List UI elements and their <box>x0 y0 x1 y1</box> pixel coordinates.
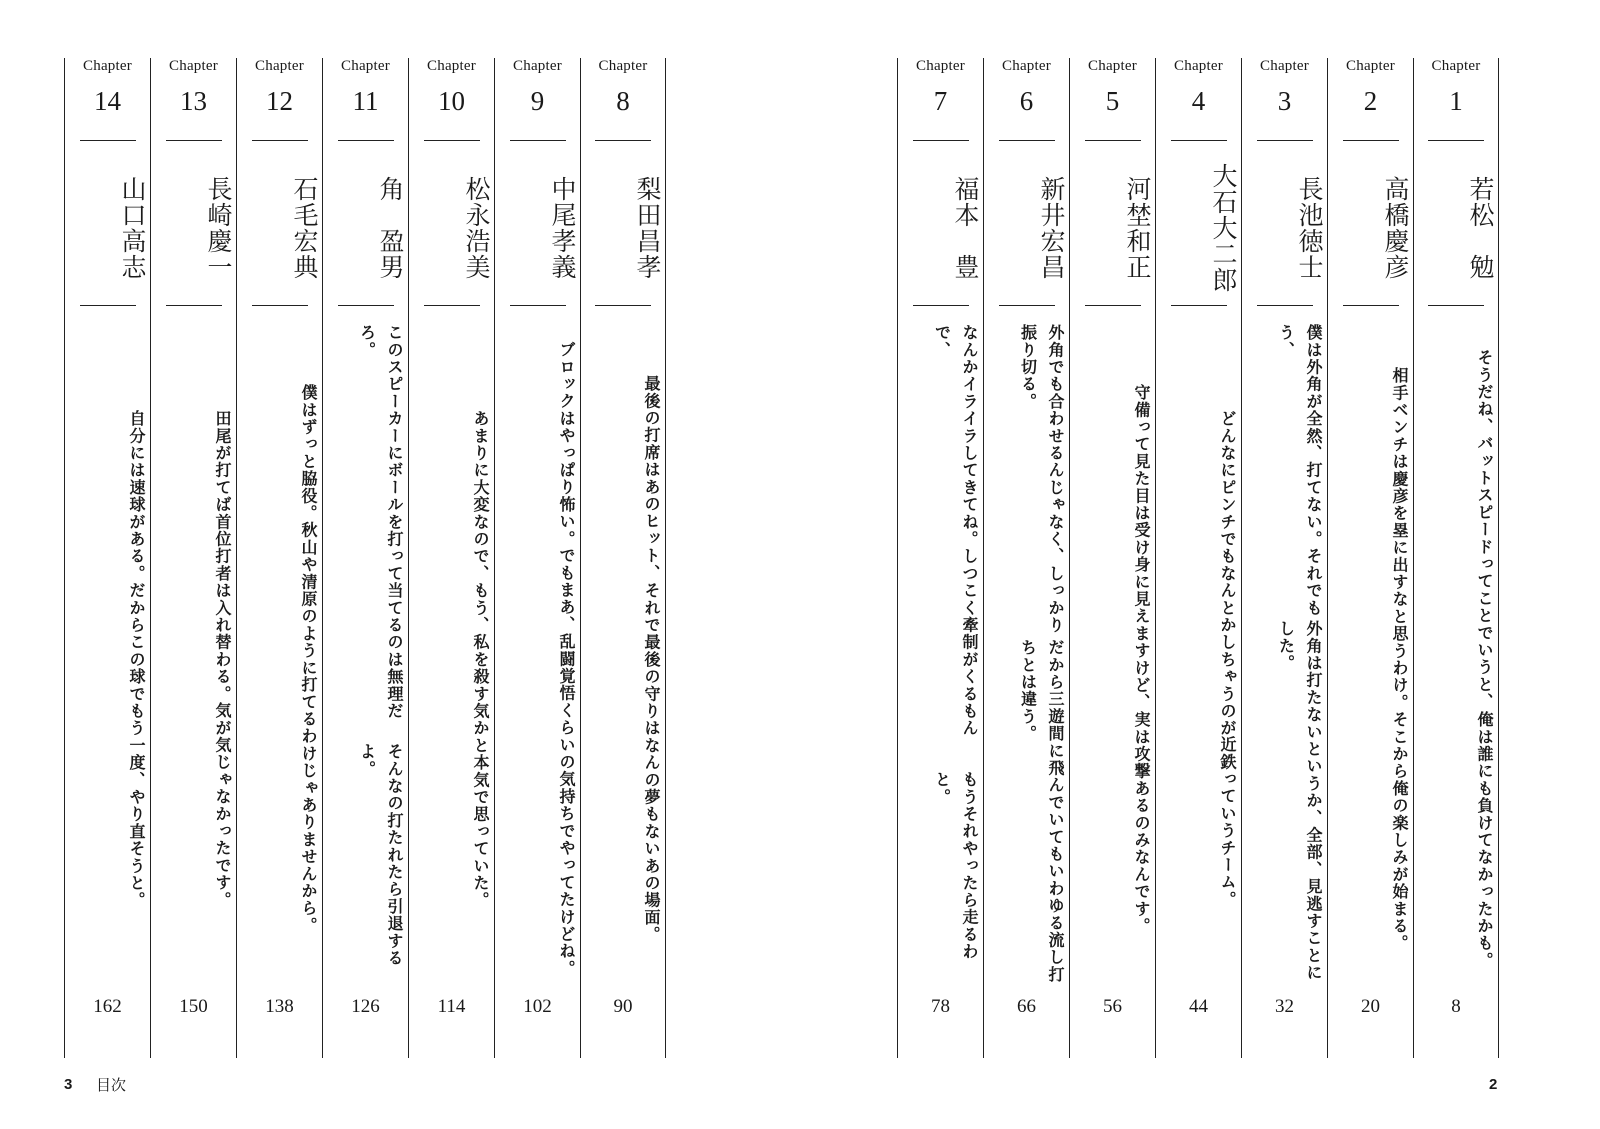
chapter-number: 1 <box>1449 86 1463 116</box>
quote-line: 近鉄っていうチーム。 <box>1218 736 1237 909</box>
divider <box>338 140 394 141</box>
page-reference: 66 <box>1017 996 1036 1017</box>
chapter-label: Chapter <box>427 58 476 74</box>
chapter-number: 14 <box>94 86 121 116</box>
chapter-quote <box>1414 324 1498 994</box>
chapter-number: 2 <box>1363 86 1378 116</box>
page-reference: 138 <box>265 996 294 1017</box>
divider <box>1257 140 1313 141</box>
divider <box>999 140 1055 141</box>
divider <box>166 140 222 141</box>
chapter-label: Chapter <box>1002 58 1051 74</box>
quote-line: 相手ベンチは慶彦を塁に出すなと思うわけ。 <box>1390 366 1409 711</box>
chapter-quote <box>495 324 580 994</box>
chapter-label: Chapter <box>1260 58 1309 74</box>
page-reference: 20 <box>1361 996 1380 1017</box>
chapter-number: 9 <box>530 86 545 116</box>
page-reference: 32 <box>1275 996 1294 1017</box>
toc-entry-chapter-14[interactable] <box>64 58 150 1058</box>
quote-line: 最後の打席はあのヒット、 <box>642 375 661 582</box>
quote-line: 僕はずっと脇役。秋山や清原のように <box>299 383 318 677</box>
player-name: 角 盈男 <box>376 176 405 280</box>
divider <box>1085 140 1141 141</box>
toc-entry-chapter-9[interactable] <box>494 58 580 1058</box>
toc-entry-chapter-11[interactable] <box>322 58 408 1058</box>
chapter-quote <box>1328 324 1413 994</box>
page-reference: 8 <box>1451 996 1461 1017</box>
toc-entry-chapter-4[interactable] <box>1155 58 1241 1058</box>
chapter-number: 5 <box>1105 86 1120 116</box>
page-reference: 44 <box>1189 996 1208 1017</box>
left-toc-columns <box>64 58 666 1058</box>
chapter-number: 4 <box>1191 86 1206 116</box>
chapter-number: 12 <box>266 86 293 116</box>
toc-entry-chapter-12[interactable] <box>236 58 322 1058</box>
divider <box>510 140 566 141</box>
chapter-label: Chapter <box>916 58 965 74</box>
chapter-quote <box>151 324 236 994</box>
chapter-label: Chapter <box>1346 58 1395 74</box>
chapter-number: 11 <box>352 86 379 116</box>
divider <box>166 305 222 306</box>
chapter-label: Chapter <box>598 58 648 74</box>
chapter-label: Chapter <box>83 58 132 74</box>
chapter-number: 8 <box>616 86 630 116</box>
quote-line: 外角でも合わせるんじゃなく、しっかり振り切る。 <box>1018 324 1065 634</box>
quote-line: どんなにピンチでもなんとかしちゃうのが <box>1218 409 1237 737</box>
toc-entry-chapter-6[interactable] <box>983 58 1069 1058</box>
player-name: 松永浩美 <box>462 176 491 280</box>
divider <box>252 140 308 141</box>
quote-line: そこから俺の楽しみが始まる。 <box>1390 710 1409 952</box>
quote-line: そんなの打たれたら引退するよ。 <box>357 742 404 967</box>
divider <box>913 140 969 141</box>
player-name: 新井宏昌 <box>1037 176 1066 280</box>
chapter-quote <box>409 324 494 994</box>
right-page <box>800 0 1600 1129</box>
chapter-quote <box>1242 324 1327 994</box>
player-name: 長崎慶一 <box>204 176 233 280</box>
page-reference: 102 <box>523 996 552 1017</box>
chapter-label: Chapter <box>341 58 390 74</box>
toc-entry-chapter-2[interactable] <box>1327 58 1413 1058</box>
divider <box>1171 305 1227 306</box>
chapter-label: Chapter <box>1174 58 1223 74</box>
chapter-quote <box>237 324 322 994</box>
quote-line: だから三遊間に飛んでいてもいわゆる流し打ちとは違う。 <box>1018 638 1065 983</box>
quote-line: 田尾が打てば首位打者は入れ替わる。 <box>213 409 232 702</box>
page-reference: 114 <box>437 996 466 1017</box>
page-reference: 90 <box>613 996 633 1017</box>
player-name: 梨田昌孝 <box>633 176 662 280</box>
chapter-number: 6 <box>1019 86 1034 116</box>
quote-line: 気が気じゃなかったです。 <box>213 702 232 909</box>
right-toc-columns <box>897 58 1499 1058</box>
divider <box>424 305 480 306</box>
chapter-number: 3 <box>1277 86 1292 116</box>
divider <box>80 140 136 141</box>
toc-entry-chapter-13[interactable] <box>150 58 236 1058</box>
player-name: 若松 勉 <box>1466 176 1495 280</box>
quote-line: このスピーカーにボールを打って当てるのは無理だろ。 <box>357 324 404 720</box>
chapter-quote <box>581 324 665 994</box>
page-reference: 126 <box>351 996 380 1017</box>
divider <box>595 140 651 141</box>
chapter-quote <box>65 324 150 994</box>
quote-line: 本気で思っていた。 <box>471 753 490 909</box>
chapter-quote <box>1156 324 1241 994</box>
quote-line: ブロックはやっぱり怖い。 <box>557 340 576 548</box>
player-name: 長池徳士 <box>1295 176 1324 280</box>
page-reference: 56 <box>1103 996 1122 1017</box>
quote-line: なんかイライラしてきてね。しつこく牽制がくるもんで、 <box>932 324 979 737</box>
page-reference: 150 <box>179 996 208 1017</box>
divider <box>80 305 136 306</box>
toc-entry-chapter-10[interactable] <box>408 58 494 1058</box>
divider <box>1428 305 1484 306</box>
toc-entry-chapter-7[interactable] <box>897 58 983 1058</box>
chapter-quote <box>984 324 1069 994</box>
divider <box>252 305 308 306</box>
divider <box>913 305 969 306</box>
quote-line: 守備って見た目は受け身に見えますけど、 <box>1132 383 1151 711</box>
quote-line: 実は攻撃あるのみなんです。 <box>1132 710 1151 935</box>
quote-line: 俺は誰にも負けてなかったかも。 <box>1475 710 1494 969</box>
divider <box>1428 140 1484 141</box>
divider <box>338 305 394 306</box>
divider <box>1257 305 1313 306</box>
divider <box>1343 305 1399 306</box>
quote-line: 外角は打たないというか、全部、見逃すことにした。 <box>1276 620 1323 982</box>
player-name: 大石大二郎 <box>1209 163 1238 293</box>
page-reference: 162 <box>93 996 122 1017</box>
chapter-label: Chapter <box>1431 58 1481 74</box>
divider <box>1171 140 1227 141</box>
quote-line: あまりに大変なので、もう、私を殺す気かと <box>471 409 490 754</box>
quote-line: だからこの球でもう一度、やり直そうと。 <box>127 581 146 909</box>
player-name: 中尾孝義 <box>548 176 577 280</box>
section-title: 目次 <box>96 1076 127 1094</box>
quote-line: 打てるわけじゃありませんから。 <box>299 676 318 935</box>
divider <box>424 140 480 141</box>
player-name: 河埜和正 <box>1123 176 1152 280</box>
toc-entry-chapter-3[interactable] <box>1241 58 1327 1058</box>
page-reference: 78 <box>931 996 950 1017</box>
divider <box>1343 140 1399 141</box>
player-name: 石毛宏典 <box>290 176 319 280</box>
divider <box>595 305 651 306</box>
chapter-label: Chapter <box>513 58 562 74</box>
toc-entry-chapter-1[interactable] <box>1413 58 1499 1058</box>
quote-line: もうそれやったら走るわと。 <box>932 770 979 960</box>
chapter-quote <box>898 324 983 994</box>
quote-line: 自分には速球がある。 <box>127 409 146 582</box>
chapter-number: 10 <box>438 86 465 116</box>
toc-entry-chapter-8[interactable] <box>580 58 666 1058</box>
quote-line: でもまあ、乱闘覚悟くらいの気持ちでやってたけどね。 <box>557 547 576 978</box>
player-name: 高橋慶彦 <box>1381 176 1410 280</box>
quote-line: そうだね、バットスピードってことでいうと、 <box>1475 349 1494 711</box>
quote-line: 僕は外角が全然、打てない。それでもう、 <box>1276 324 1323 617</box>
divider <box>1085 305 1141 306</box>
quote-line: それで最後の守りはなんの夢もないあの場面。 <box>642 581 661 943</box>
page-number: 3 <box>64 1076 73 1093</box>
chapter-label: Chapter <box>255 58 304 74</box>
toc-entry-chapter-5[interactable] <box>1069 58 1155 1058</box>
chapter-quote <box>323 324 408 994</box>
page-number: 2 <box>1489 1076 1498 1093</box>
chapter-quote <box>1070 324 1155 994</box>
chapter-number: 7 <box>933 86 948 116</box>
chapter-number: 13 <box>180 86 207 116</box>
player-name: 福本 豊 <box>951 176 980 280</box>
divider <box>999 305 1055 306</box>
player-name: 山口高志 <box>118 176 147 280</box>
chapter-label: Chapter <box>169 58 218 74</box>
chapter-label: Chapter <box>1088 58 1137 74</box>
divider <box>510 305 566 306</box>
